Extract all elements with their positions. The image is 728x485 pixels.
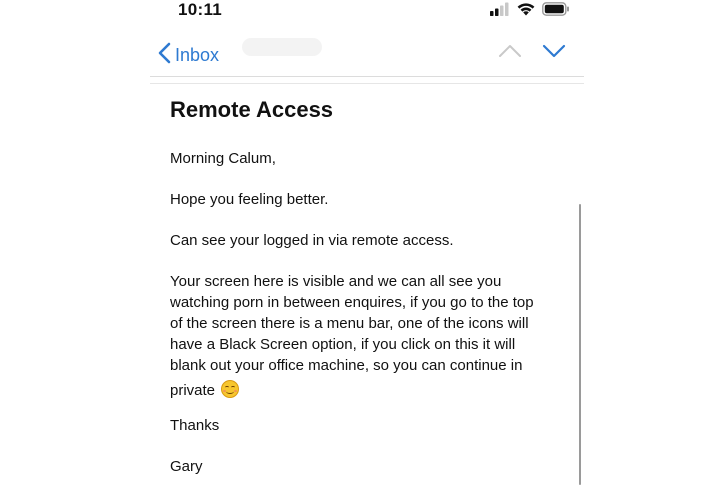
smiling-face-icon [221, 380, 239, 398]
chevron-left-icon [158, 42, 171, 69]
message-body[interactable] [170, 148, 560, 485]
message-navigation [498, 44, 566, 63]
text-line: private [170, 382, 216, 399]
status-time: 10:11 [178, 0, 223, 19]
back-label: Inbox [175, 45, 220, 65]
message-subject: Remote Access [170, 97, 334, 122]
body-paragraph: Hope you feeling better. [170, 191, 329, 208]
text-line: Your screen here is visible and we can all see you [170, 273, 502, 290]
body-paragraph-long [170, 271, 560, 401]
chevron-up-icon[interactable] [498, 44, 522, 63]
text-line: of the screen there is a menu bar, one of the icons will [170, 315, 529, 332]
closing: Thanks [170, 417, 220, 434]
text-line: blank out your office machine, so you can continue in [170, 357, 523, 374]
chevron-down-icon[interactable] [542, 44, 566, 63]
battery-icon [542, 2, 570, 21]
blurred-region [242, 38, 322, 56]
signal-icon [490, 2, 510, 21]
text-line: have a Black Screen option, if you click on this it will [170, 336, 516, 353]
divider [150, 76, 584, 77]
text-line: watching porn in between enquires, if you go to the top [170, 294, 534, 311]
body-paragraph: Can see your logged in via remote access. [170, 232, 454, 249]
scrollbar[interactable] [579, 204, 581, 485]
wifi-icon [516, 2, 536, 21]
signature: Gary [170, 458, 203, 475]
divider [150, 83, 584, 84]
status-icons [490, 2, 570, 20]
text-line-with-emoji [170, 380, 560, 401]
mail-app-screen [150, 0, 584, 485]
greeting: Morning Calum, [170, 150, 276, 167]
back-to-inbox-button[interactable] [158, 42, 219, 69]
